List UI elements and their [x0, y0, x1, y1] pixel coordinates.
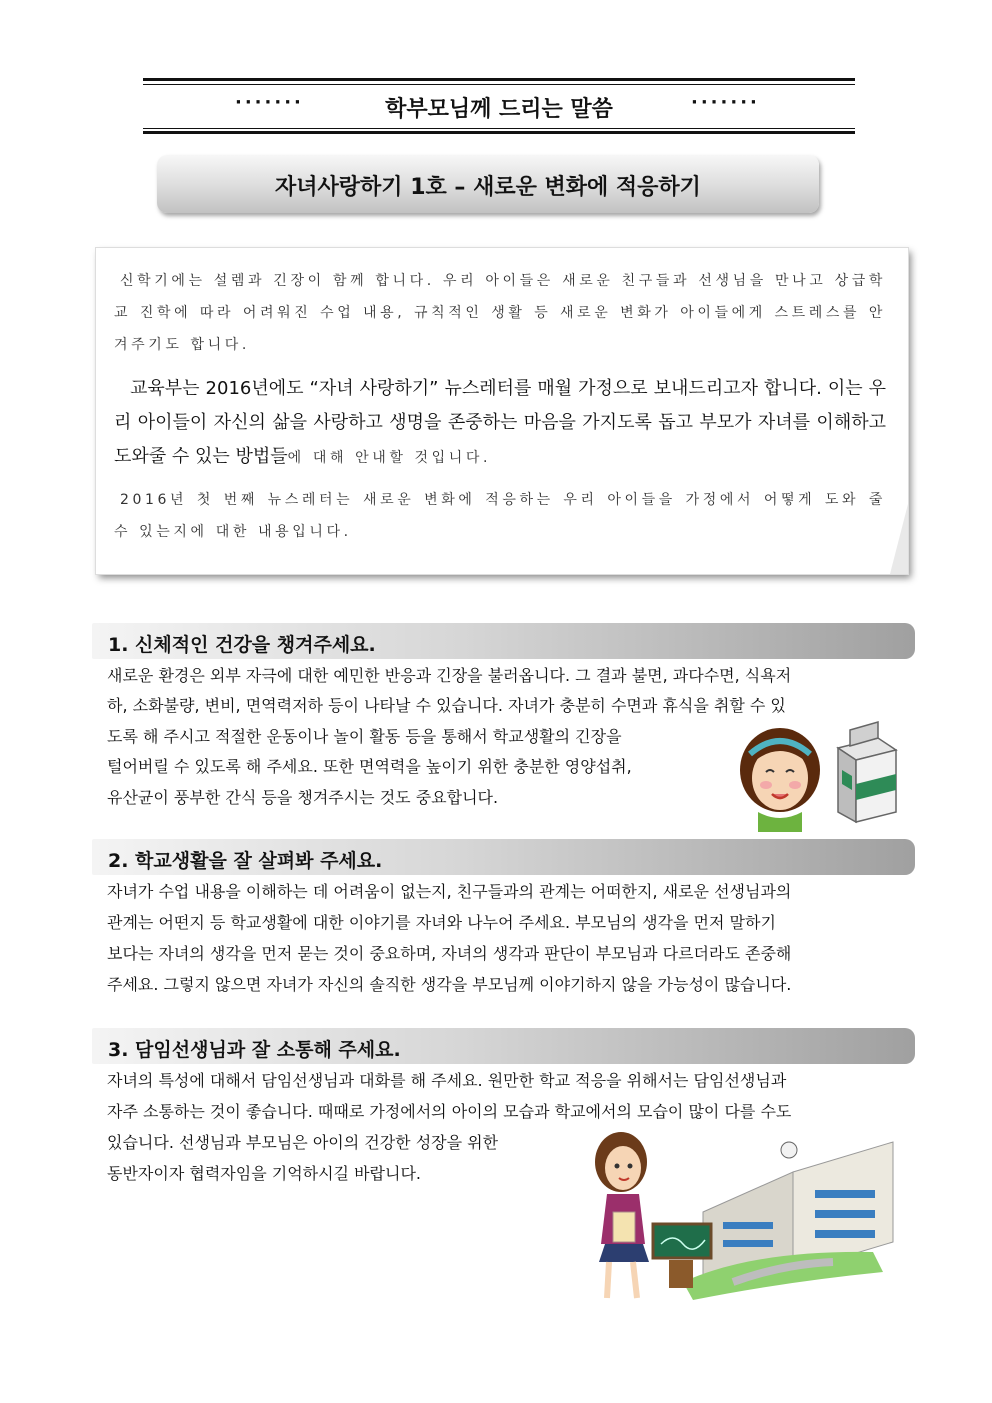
intro-paragraph-2-tail: 에 대해 안내할 것입니다.: [287, 450, 492, 466]
section-2-title: 2. 학교생활을 잘 살펴봐 주세요.: [108, 850, 383, 872]
header-dots-left: ·······: [235, 92, 304, 113]
section-1-line-1: 새로운 환경은 외부 자극에 대한 예민한 반응과 긴장을 불러옵니다. 그 결과 불면, 과다수면, 식욕저: [107, 666, 792, 685]
intro-card: [96, 248, 908, 574]
section-2-line-2: 관계는 어떤지 등 학교생활에 대한 이야기를 자녀와 나누어 주세요. 부모님의 생각을 먼저 말하기: [107, 913, 776, 932]
header-band: [143, 78, 855, 136]
section-2-header: [92, 839, 915, 875]
section-1-header: [92, 623, 915, 659]
header-rule-bottom-thin: [143, 128, 855, 129]
header-dots-right: ·······: [691, 92, 760, 113]
section-3-header: [92, 1028, 915, 1064]
mother-and-milk-illustration: [738, 720, 898, 832]
section-3-title: 3. 담임선생님과 잘 소통해 주세요.: [108, 1039, 401, 1061]
section-3-line-2: 자주 소통하는 것이 좋습니다. 때때로 가정에서의 아이의 모습과 학교에서의 모습이 많이 다를 수도: [107, 1102, 792, 1121]
header-rule-bottom: [143, 131, 855, 134]
section-1-line-5: 유산균이 풍부한 간식 등을 챙겨주시는 것도 중요합니다.: [107, 788, 499, 807]
section-1-line-3: 도록 해 주시고 적절한 운동이나 놀이 활동 등을 통해서 학교생활의 긴장을: [107, 727, 622, 746]
mother-face-icon: [740, 728, 820, 832]
intro-paragraph-1: 신학기에는 설렘과 긴장이 함께 합니다. 우리 아이들은 새로운 친구들과 선생님을 만나고 상급학교 진학에 따라 어려워진 수업 내용, 규칙적인 생활 등 새로운 변화가 아이들에게 스트레스를 안겨주기도 합니다.: [114, 273, 886, 353]
subtitle-box: [157, 155, 819, 213]
section-1-line-2: 하, 소화불량, 변비, 면역력저하 등이 나타날 수 있습니다. 자녀가 충분히 수면과 휴식을 취할 수 있: [107, 696, 786, 715]
intro-paragraph-2: [114, 372, 886, 475]
section-3-line-3: 있습니다. 선생님과 부모님은 아이의 건강한 성장을 위한: [107, 1133, 499, 1152]
section-1-line-4: 털어버릴 수 있도록 해 주세요. 또한 면역력을 높이기 위한 충분한 영양섭취,: [107, 757, 632, 776]
page-curl: [890, 504, 908, 574]
section-3-line-4: 동반자이자 협력자임을 기억하시길 바랍니다.: [107, 1164, 422, 1183]
intro-paragraph-2-main: 교육부는 2016년에도 “자녀 사랑하기” 뉴스레터를 매월 가정으로 보내드리고자 합니다. 이는 우리 아이들이 자신의 삶을 사랑하고 생명을 존중하는 마음을 가지도록 돕고 부모가 자녀를 이해하고 도와줄 수 있는 방법들: [114, 378, 886, 467]
milk-carton-icon: [838, 722, 896, 822]
subtitle-text: 자녀사랑하기 1호 – 새로운 변화에 적응하기: [275, 175, 701, 200]
page-title: 학부모님께 드리는 말씀: [385, 97, 613, 122]
teacher-and-school-illustration: [583, 1132, 913, 1302]
teacher-icon: [595, 1132, 649, 1298]
section-1-title: 1. 신체적인 건강을 챙겨주세요.: [108, 634, 376, 656]
section-2-line-3: 보다는 자녀의 생각을 먼저 묻는 것이 중요하며, 자녀의 생각과 판단이 부모님과 다르더라도 존중해: [107, 944, 792, 963]
header-rule-top-thin: [143, 84, 855, 85]
section-2-line-4: 주세요. 그렇지 않으면 자녀가 자신의 솔직한 생각을 부모님께 이야기하지 않을 가능성이 많습니다.: [107, 975, 792, 994]
section-2-line-1: 자녀가 수업 내용을 이해하는 데 어려움이 없는지, 친구들과의 관계는 어떠한지, 새로운 선생님과의: [107, 882, 792, 901]
header-rule-top: [143, 78, 855, 81]
section-3-line-1: 자녀의 특성에 대해서 담임선생님과 대화를 해 주세요. 원만한 학교 적응을 위해서는 담임선생님과: [107, 1071, 787, 1090]
intro-paragraph-3: 2016년 첫 번째 뉴스레터는 새로운 변화에 적응하는 우리 아이들을 가정에서 어떻게 도와 줄 수 있는지에 대한 내용입니다.: [114, 492, 887, 540]
school-building-icon: [683, 1142, 893, 1300]
